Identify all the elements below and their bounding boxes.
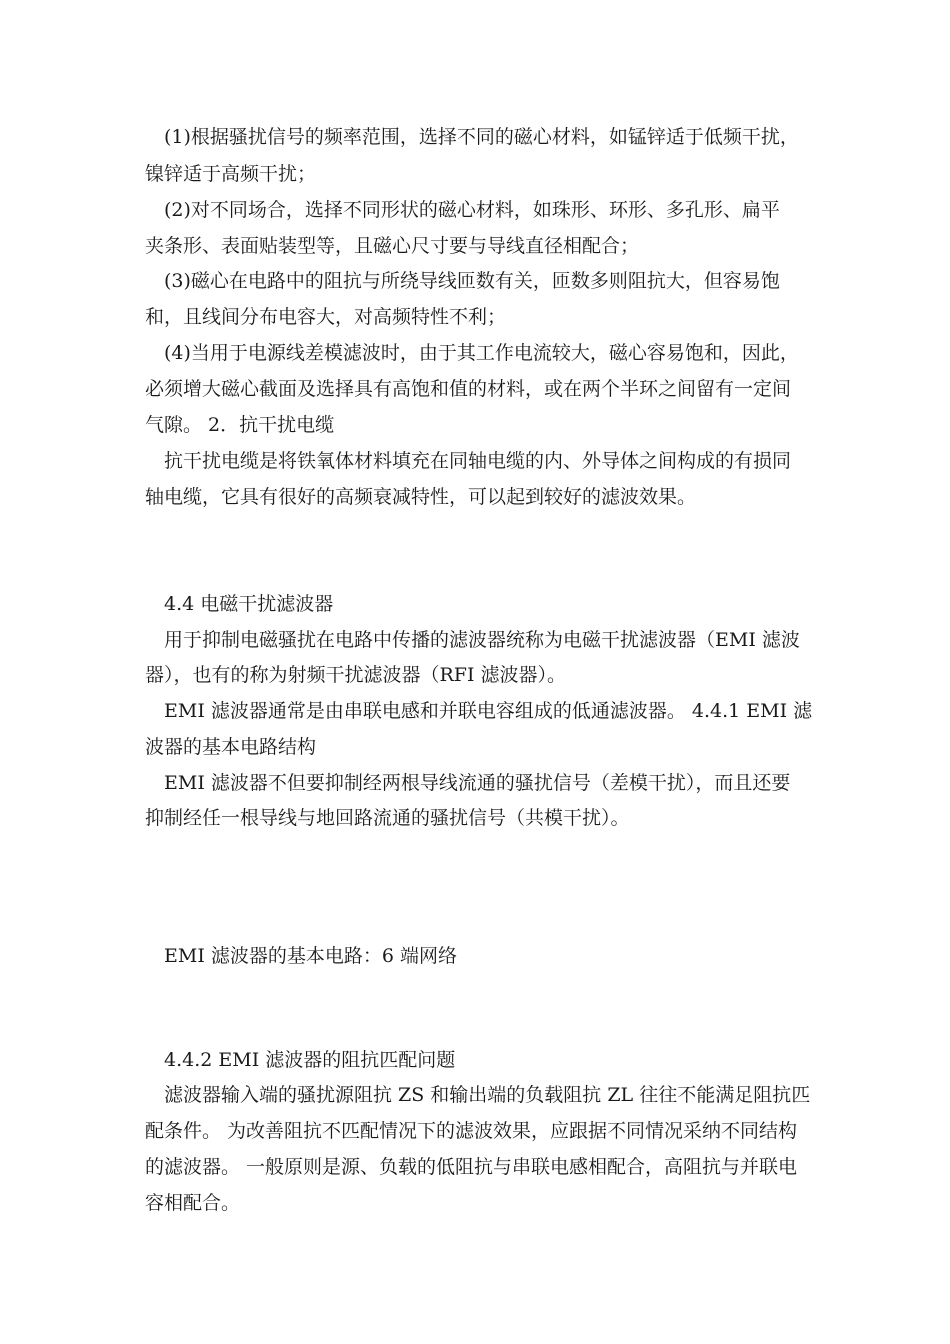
text-line-cable-a: 抗干扰电缆是将铁氧体材料填充在同轴电缆的内、外导体之间构成的有损同 [164, 450, 792, 472]
text-line-ferrite-3-b: 和，且线间分布电容大，对高频特性不利； [145, 306, 507, 328]
text-line-ferrite-2-a: (2)对不同场合，选择不同形状的磁心材料，如珠形、环形、多孔形、扁平 [164, 199, 780, 221]
text-line-emi-modes-a: EMI 滤波器不但要抑制经两根导线流通的骚扰信号（差模干扰），而且还要 [164, 772, 791, 794]
text-line-emi-lowpass-a: EMI 滤波器通常是由串联电感和并联电容组成的低通滤波器。 4.4.1 EMI 滤 [164, 700, 813, 722]
text-line-impedance-a: 滤波器输入端的骚扰源阻抗 ZS 和输出端的负载阻抗 ZL 往往不能满足阻抗匹 [164, 1084, 811, 1106]
text-line-impedance-d: 容相配合。 [145, 1192, 241, 1214]
text-line-ferrite-1-a: (1)根据骚扰信号的频率范围，选择不同的磁心材料，如锰锌适于低频干扰， [164, 126, 799, 148]
section-heading-4-4: 4.4 电磁干扰滤波器 [164, 593, 334, 615]
text-line-cable-b: 轴电缆，它具有很好的高频衰减特性，可以起到较好的滤波效果。 [145, 486, 697, 508]
text-line-ferrite-2-b: 夹条形、表面贴装型等，且磁心尺寸要与导线直径相配合； [145, 235, 640, 257]
text-line-emi-def-b: 器），也有的称为射频干扰滤波器（RFI 滤波器）。 [145, 664, 567, 686]
text-line-emi-modes-b: 抑制经任一根导线与地回路流通的骚扰信号（共模干扰）。 [145, 807, 630, 829]
section-heading-4-4-2: 4.4.2 EMI 滤波器的阻抗匹配问题 [164, 1049, 456, 1071]
text-line-ferrite-1-b: 镍锌适于高频干扰； [145, 163, 317, 185]
text-line-emi-lowpass-b: 波器的基本电路结构 [145, 736, 317, 758]
text-line-ferrite-3-a: (3)磁心在电路中的阻抗与所绕导线匝数有关，匝数多则阻抗大，但容易饱 [164, 270, 780, 292]
text-line-impedance-b: 配条件。 为改善阻抗不匹配情况下的滤波效果，应跟据不同情况采纳不同结构 [145, 1120, 798, 1142]
text-line-impedance-c: 的滤波器。 一般原则是源、负载的低阻抗与串联电感相配合，高阻抗与并联电 [145, 1156, 798, 1178]
text-line-ferrite-4-a: (4)当用于电源线差模滤波时，由于其工作电流较大，磁心容易饱和，因此， [164, 342, 799, 364]
text-line-ferrite-4-c: 气隙。 2．抗干扰电缆 [145, 414, 335, 436]
text-line-ferrite-4-b: 必须增大磁心截面及选择具有高饱和值的材料，或在两个半环之间留有一定间 [145, 378, 792, 400]
text-line-emi-def-a: 用于抑制电磁骚扰在电路中传播的滤波器统称为电磁干扰滤波器（EMI 滤波 [164, 629, 800, 651]
text-line-six-port: EMI 滤波器的基本电路：6 端网络 [164, 945, 457, 967]
